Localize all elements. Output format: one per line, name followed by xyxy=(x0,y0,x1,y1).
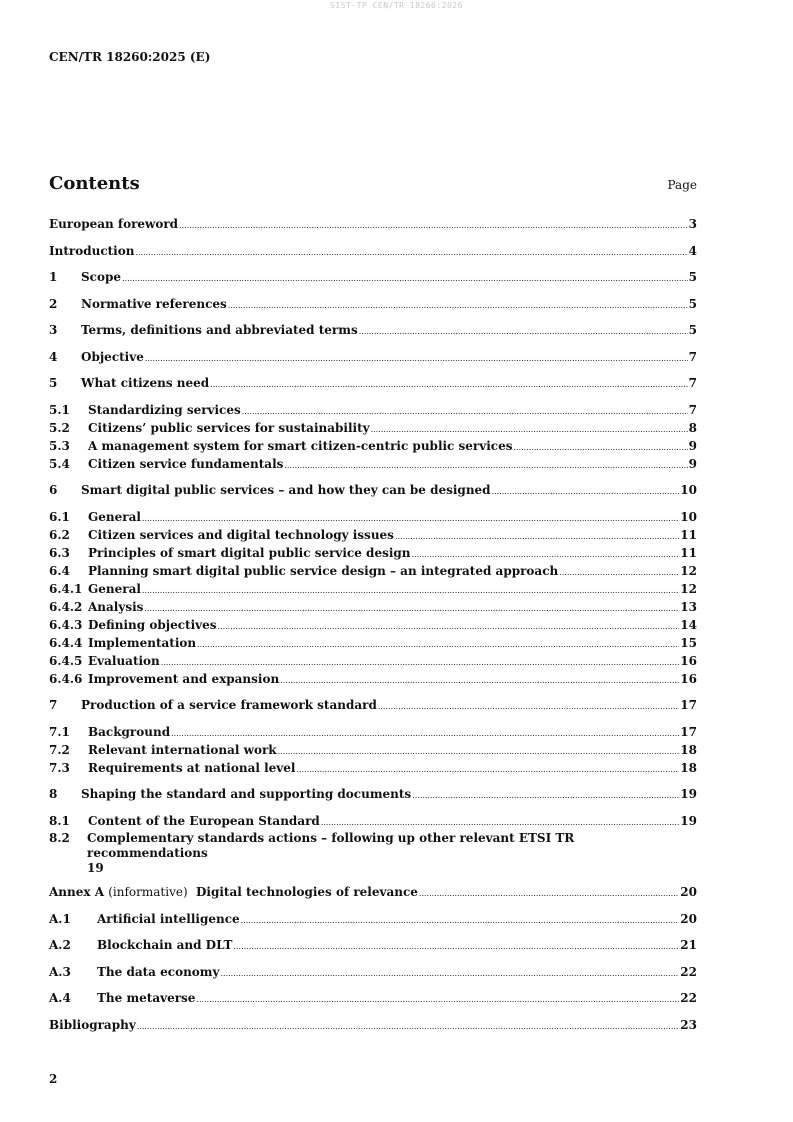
toc-entry-6[interactable]: 6 Smart digital public services – and how they can be designed ..... 10 xyxy=(49,482,697,500)
toc-entry-5-2[interactable]: 5.2 Citizens’ public services for sustainability ..... 8 xyxy=(49,420,697,438)
toc-entry-5-3[interactable]: 5.3 A management system for smart citizen-centric public services ..... 9 xyxy=(49,438,697,456)
toc-entry-6-4-5[interactable]: 6.4.5 Evaluation ..... 16 xyxy=(49,653,697,671)
watermark: SIST-TP CEN/TR 18260:2026 xyxy=(330,1,463,10)
toc-entry-a-3[interactable]: A.3 The data economy ..... 22 xyxy=(49,964,697,982)
toc-entry-a-4[interactable]: A.4 The metaverse ..... 22 xyxy=(49,990,697,1008)
toc-entry-foreword[interactable]: European foreword ..... 3 xyxy=(49,216,697,234)
contents-heading: Contents xyxy=(49,173,140,194)
toc-entry-3[interactable]: 3 Terms, definitions and abbreviated terms ..... 5 xyxy=(49,322,697,340)
toc-entry-6-2[interactable]: 6.2 Citizen services and digital technology issues ..... 11 xyxy=(49,527,697,545)
toc-entry-7[interactable]: 7 Production of a service framework standard ..... 17 xyxy=(49,697,697,715)
toc-entry-6-4-2[interactable]: 6.4.2 Analysis ..... 13 xyxy=(49,599,697,617)
toc-entry-6-3[interactable]: 6.3 Principles of smart digital public service design ..... 11 xyxy=(49,545,697,563)
toc-entry-a-1[interactable]: A.1 Artificial intelligence ..... 20 xyxy=(49,911,697,929)
toc-entry-6-4-3[interactable]: 6.4.3 Defining objectives ..... 14 xyxy=(49,617,697,635)
toc-entry-2[interactable]: 2 Normative references ..... 5 xyxy=(49,296,697,314)
toc-entry-8[interactable]: 8 Shaping the standard and supporting documents ..... 19 xyxy=(49,786,697,804)
toc-entry-6-4-6[interactable]: 6.4.6 Improvement and expansion ..... 16 xyxy=(49,671,697,689)
toc-entry-6-4-1[interactable]: 6.4.1 General ..... 12 xyxy=(49,581,697,599)
toc-entry-annex-a[interactable]: Annex A (informative) Digital technologies of relevance ..... 20 xyxy=(49,884,697,902)
toc-entry-6-4-4[interactable]: 6.4.4 Implementation ..... 15 xyxy=(49,635,697,653)
toc-entry-7-2[interactable]: 7.2 Relevant international work ..... 18 xyxy=(49,742,697,760)
toc-entry-5-1[interactable]: 5.1 Standardizing services ..... 7 xyxy=(49,402,697,420)
toc-entry-7-1[interactable]: 7.1 Background ..... 17 xyxy=(49,724,697,742)
toc-entry-8-1[interactable]: 8.1 Content of the European Standard ..... 19 xyxy=(49,813,697,831)
page-column-label: Page xyxy=(667,178,697,192)
toc-entry-bibliography[interactable]: Bibliography ..... 23 xyxy=(49,1017,697,1035)
toc-entry-4[interactable]: 4 Objective ..... 7 xyxy=(49,349,697,367)
toc-entry-5-4[interactable]: 5.4 Citizen service fundamentals ..... 9 xyxy=(49,456,697,474)
toc-entry-6-4[interactable]: 6.4 Planning smart digital public service design – an integrated approach ..... 12 xyxy=(49,563,697,581)
toc-entry-a-2[interactable]: A.2 Blockchain and DLT ..... 21 xyxy=(49,937,697,955)
toc-entry-1[interactable]: 1 Scope ..... 5 xyxy=(49,269,697,287)
document-id: CEN/TR 18260:2025 (E) xyxy=(49,50,211,64)
toc-entry-introduction[interactable]: Introduction ..... 4 xyxy=(49,243,697,261)
toc-entry-6-1[interactable]: 6.1 General ..... 10 xyxy=(49,509,697,527)
toc-entry-7-3[interactable]: 7.3 Requirements at national level ..... 18 xyxy=(49,760,697,778)
table-of-contents xyxy=(49,216,697,1035)
toc-entry-8-2[interactable]: 8.2 Complementary standards actions – following up other relevant ETSI TR recommendations 19 xyxy=(49,830,575,875)
page-number: 2 xyxy=(49,1072,58,1086)
toc-entry-5[interactable]: 5 What citizens need ..... 7 xyxy=(49,375,697,393)
